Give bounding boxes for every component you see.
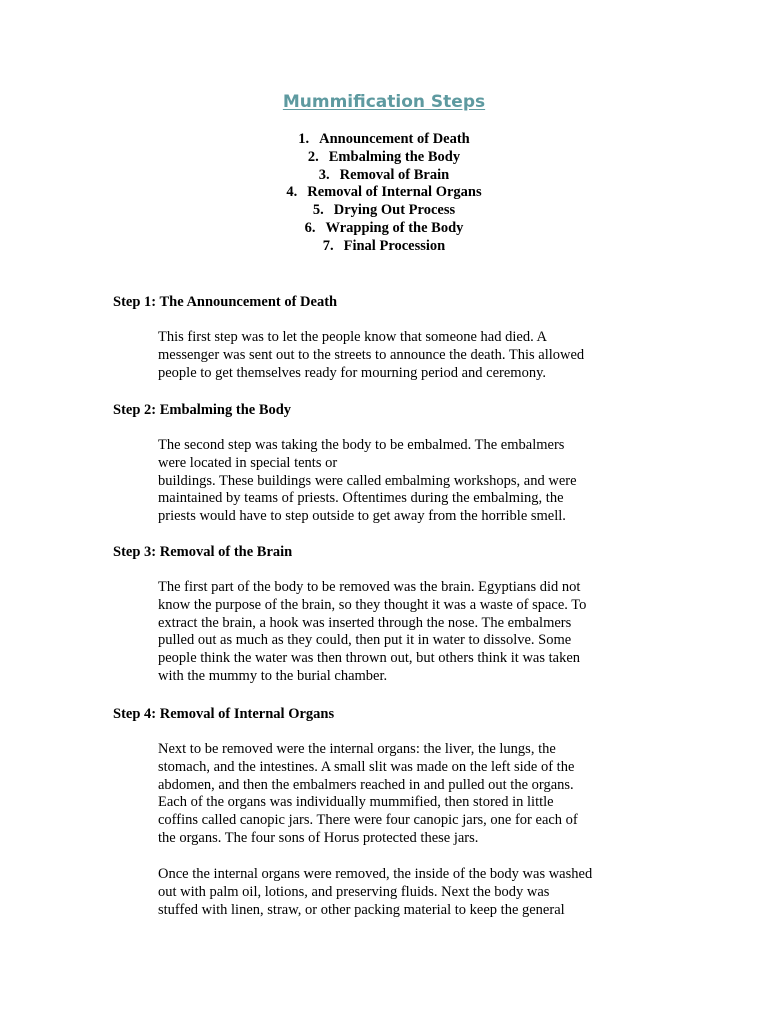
list-item: 2. Embalming the Body <box>307 148 461 165</box>
document-title: Mummification Steps <box>282 92 486 112</box>
step-3-paragraph: The first part of the body to be removed was the brain. Egyptians did not know the purpose of the brain, so they thought it was a waste of space. To extract the brain, a hook was inserted through the nose. The embalmers pulled out as much as they could, then put it in water to dissolve. Some people think the water was then thrown out, but others think it was taken with the mummy to the burial chamber. <box>158 579 587 684</box>
list-item: 6. Wrapping of the Body <box>304 219 464 236</box>
step-3-heading: Step 3: Removal of the Brain <box>113 544 293 560</box>
step-2-paragraph: The second step was taking the body to be embalmed. The embalmers were located in special tents or buildings. These buildings were called embalming workshops, and were maintained by teams of priests. Oftentimes during the embalming, the priests would have to step outside to get away from the horrible smell. <box>158 437 577 525</box>
step-1-heading: Step 1: The Announcement of Death <box>113 294 338 310</box>
list-item: 4. Removal of Internal Organs <box>286 184 482 201</box>
list-item: 7. Final Procession <box>322 237 446 254</box>
list-item: 3. Removal of Brain <box>318 166 450 183</box>
step-4-paragraph-2: Once the internal organs were removed, the inside of the body was washed out with palm oil, lotions, and preserving fluids. Next the body was stuffed with linen, straw, or other packing material to keep the general <box>158 866 593 918</box>
step-1-paragraph: This first step was to let the people know that someone had died. A messenger was sent out to the streets to announce the death. This allowed people to get themselves ready for mourning period and ceremony. <box>158 329 585 381</box>
step-2-heading: Step 2: Embalming the Body <box>113 402 292 418</box>
list-item: 1. Announcement of Death <box>298 131 470 147</box>
list-item: 5. Drying Out Process <box>312 202 456 219</box>
step-4-heading: Step 4: Removal of Internal Organs <box>113 706 335 722</box>
steps-list <box>0 131 768 256</box>
step-4-paragraph-1: Next to be removed were the internal organs: the liver, the lungs, the stomach, and the intestines. A small slit was made on the left side of the abdomen, and then the embalmers reached in and pulled out the organs. Each of the organs was individually mummified, then stored in little coffins called canopic jars. There were four canopic jars, one for each of the organs. The four sons of Horus protected these jars. <box>158 741 578 846</box>
